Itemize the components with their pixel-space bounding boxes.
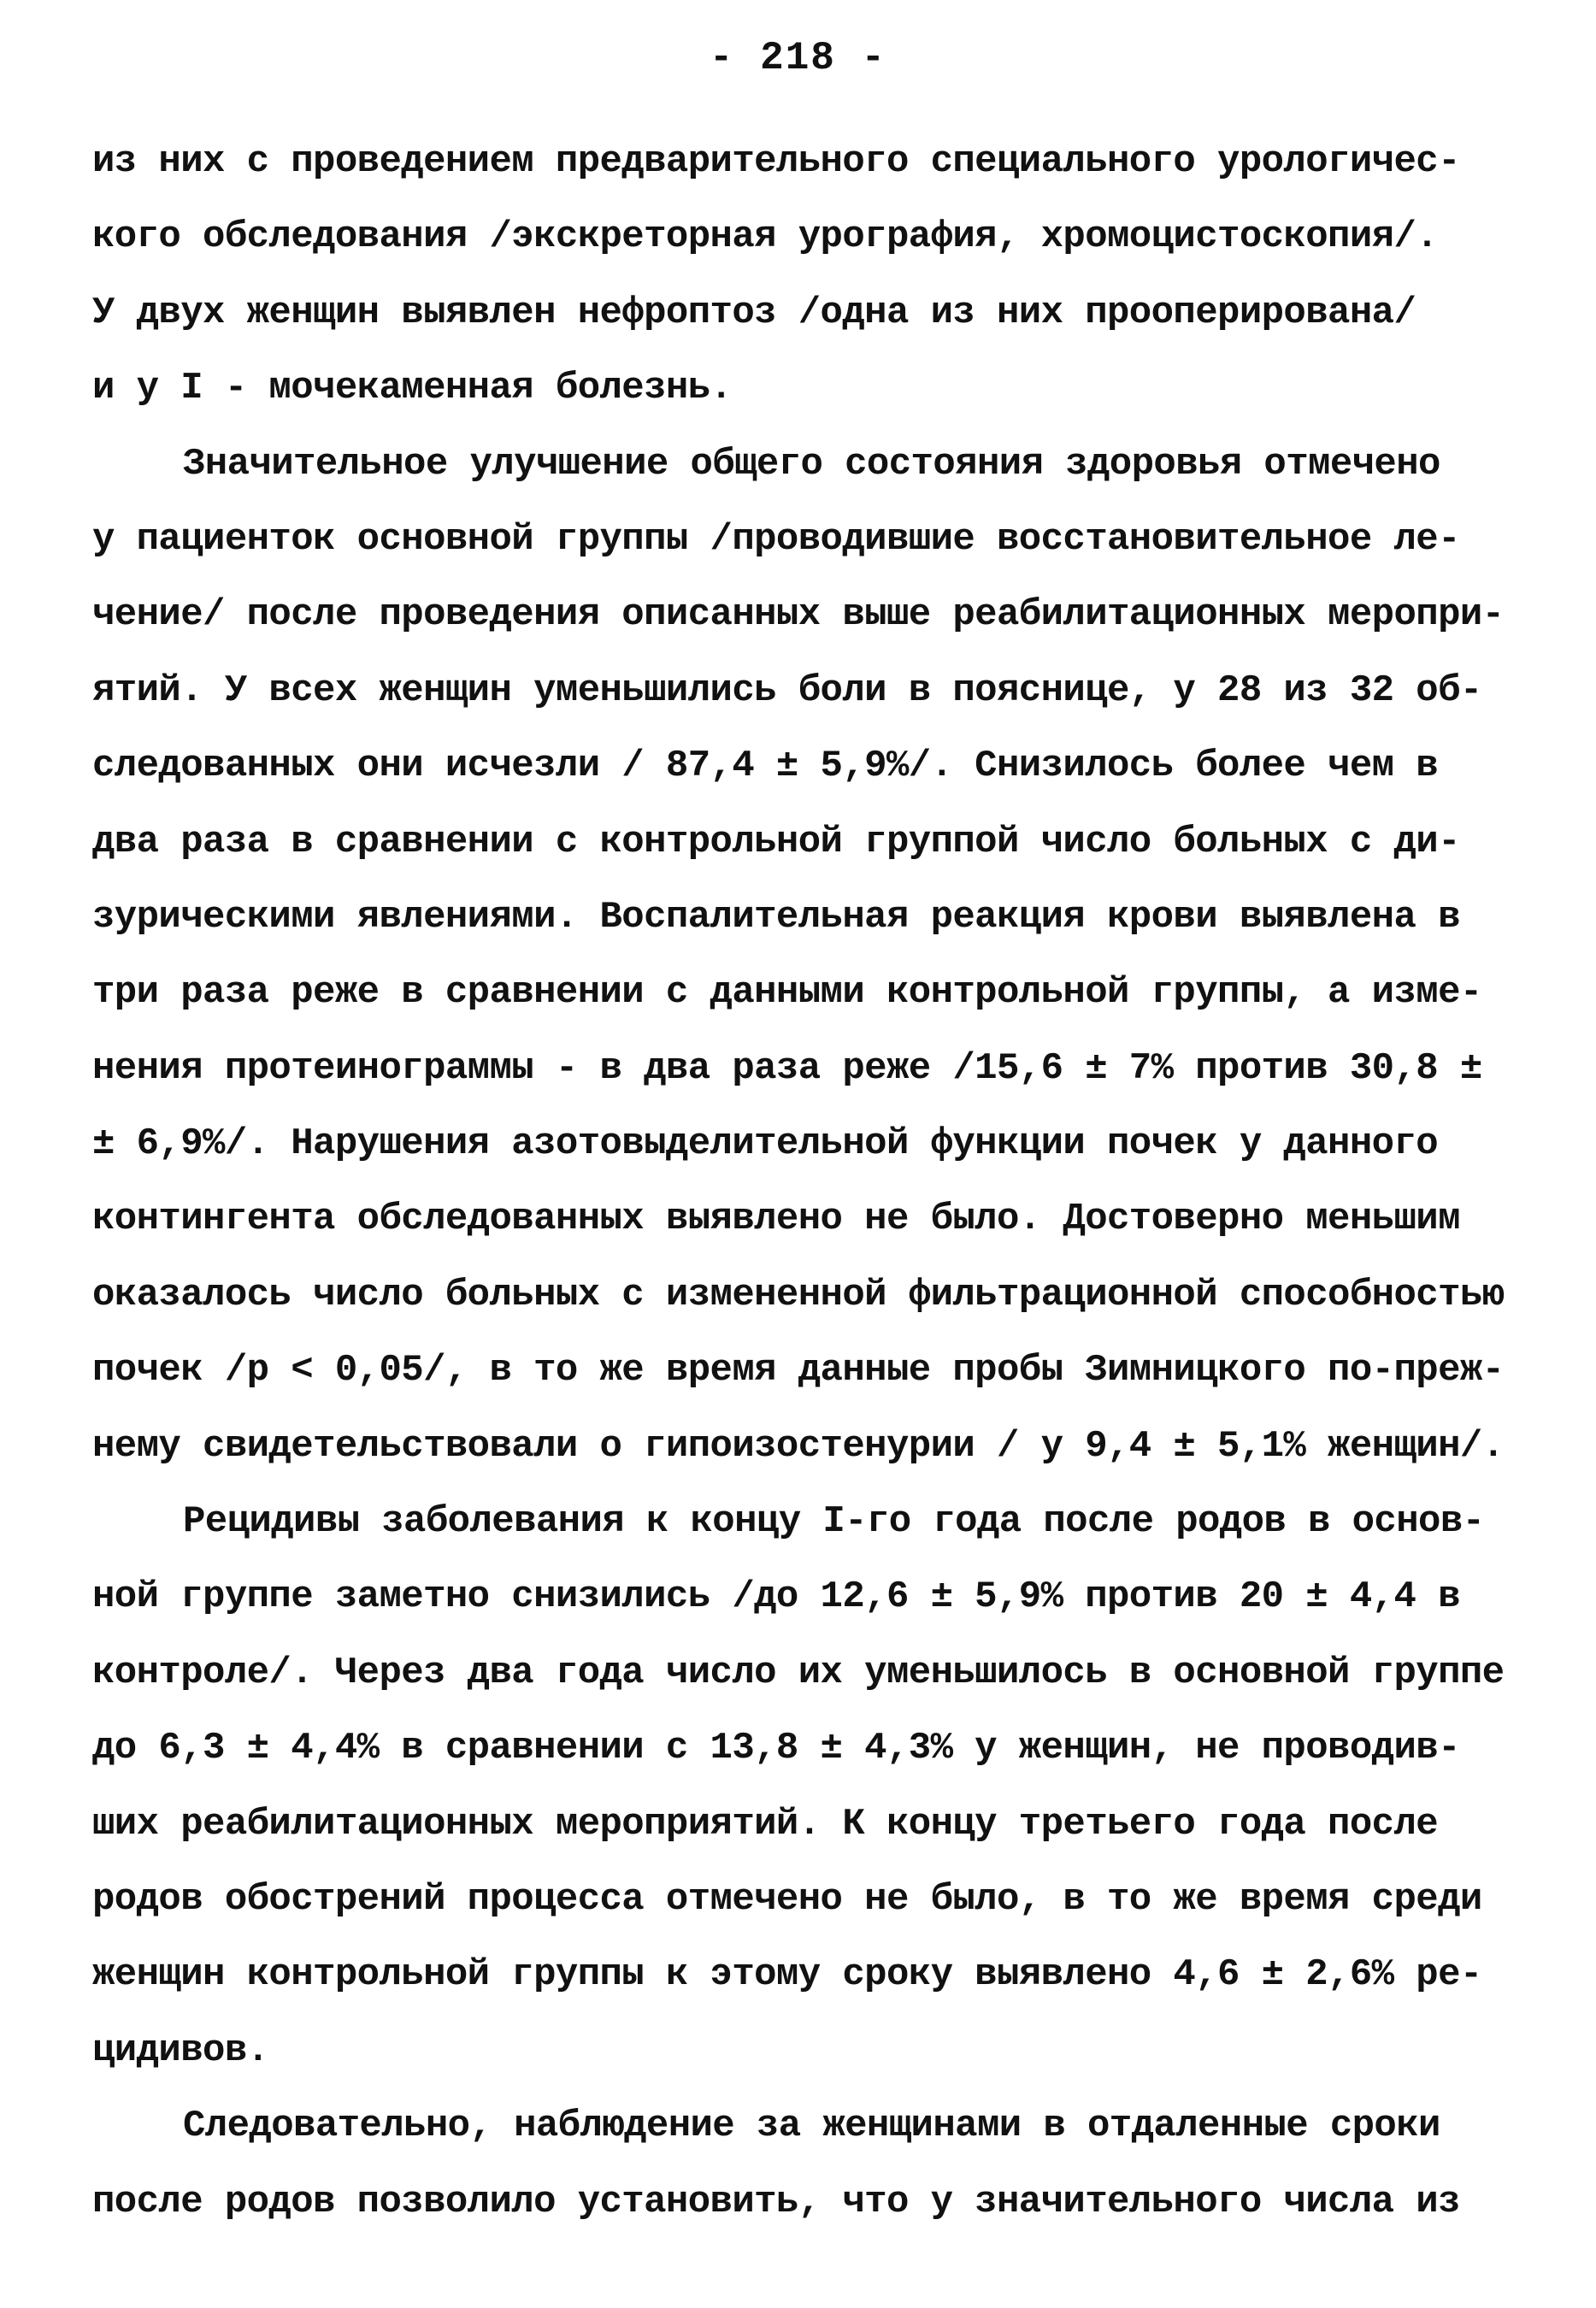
text-line: нения протеинограммы - в два раза реже /15,6 ± 7% против 30,8 ± <box>92 1046 1482 1090</box>
text-line: из них с проведением предварительного специального урологичес- <box>92 140 1460 183</box>
text-line: кого обследования /экскреторная урография, хромоцистоскопия/. <box>92 215 1439 259</box>
text-line: у пациенток основной группы /проводившие восстановительное ле- <box>92 517 1460 561</box>
text-line: зурическими явлениями. Воспалительная реакция крови выявлена в <box>92 895 1460 939</box>
text-line: после родов позволило установить, что у значительного числа из <box>92 2180 1460 2223</box>
paragraph-4 <box>92 2088 1511 2240</box>
body-text <box>92 124 1511 2240</box>
text-line: Рецидивы заболевания к концу I-го года после родов в основ- <box>183 1500 1485 1544</box>
text-line: контингента обследованных выявлено не было. Достоверно меньшим <box>92 1198 1460 1241</box>
text-line: ной группе заметно снизились /до 12,6 ± 5,9% против 20 ± 4,4 в <box>92 1575 1460 1619</box>
text-line: оказалось число больных с измененной фильтрационной способностью <box>92 1273 1505 1316</box>
text-line: и у I - мочекаменная болезнь. <box>92 367 733 410</box>
text-line: чение/ после проведения описанных выше реабилитационных меропри- <box>92 593 1505 637</box>
text-line: цидивов. <box>92 2028 269 2072</box>
text-line: до 6,3 ± 4,4% в сравнении с 13,8 ± 4,3% у женщин, не проводив- <box>92 1727 1460 1770</box>
text-line: контроле/. Через два года число их уменьшилось в основной группе <box>92 1651 1505 1694</box>
text-line: два раза в сравнении с контрольной группой число больных с ди- <box>92 820 1460 863</box>
text-line: почек /p < 0,05/, в то же время данные пробы Зимницкого по-преж- <box>92 1349 1505 1392</box>
text-line: ших реабилитационных мероприятий. К концу третьего года после <box>92 1802 1439 1846</box>
text-line: женщин контрольной группы к этому сроку выявлено 4,6 ± 2,6% ре- <box>92 1953 1482 1997</box>
paragraph-3 <box>92 1484 1511 2088</box>
paragraph-2 <box>92 427 1511 1484</box>
text-line: родов обострений процесса отмечено не было, в то же время среди <box>92 1877 1482 1921</box>
text-line: три раза реже в сравнении с данными контрольной группы, а изме- <box>92 971 1482 1015</box>
paragraph-1 <box>92 124 1511 427</box>
text-line: Следовательно, наблюдение за женщинами в отдаленные сроки <box>183 2105 1440 2148</box>
text-line: ± 6,9%/. Нарушения азотовыделительной функции почек у данного <box>92 1122 1439 1166</box>
text-line: Значительное улучшение общего состояния здоровья отмечено <box>183 442 1440 486</box>
text-line: У двух женщин выявлен нефроптоз /одна из них прооперирована/ <box>92 291 1416 334</box>
text-line: следованных они исчезли / 87,4 ± 5,9%/. Снизилось более чем в <box>92 745 1439 788</box>
text-line: ятий. У всех женщин уменьшились боли в пояснице, у 28 из 32 об- <box>92 668 1482 712</box>
page-number: - 218 - <box>709 36 887 80</box>
text-line: нему свидетельствовали о гипоизостенурии / у 9,4 ± 5,1% женщин/. <box>92 1424 1505 1468</box>
